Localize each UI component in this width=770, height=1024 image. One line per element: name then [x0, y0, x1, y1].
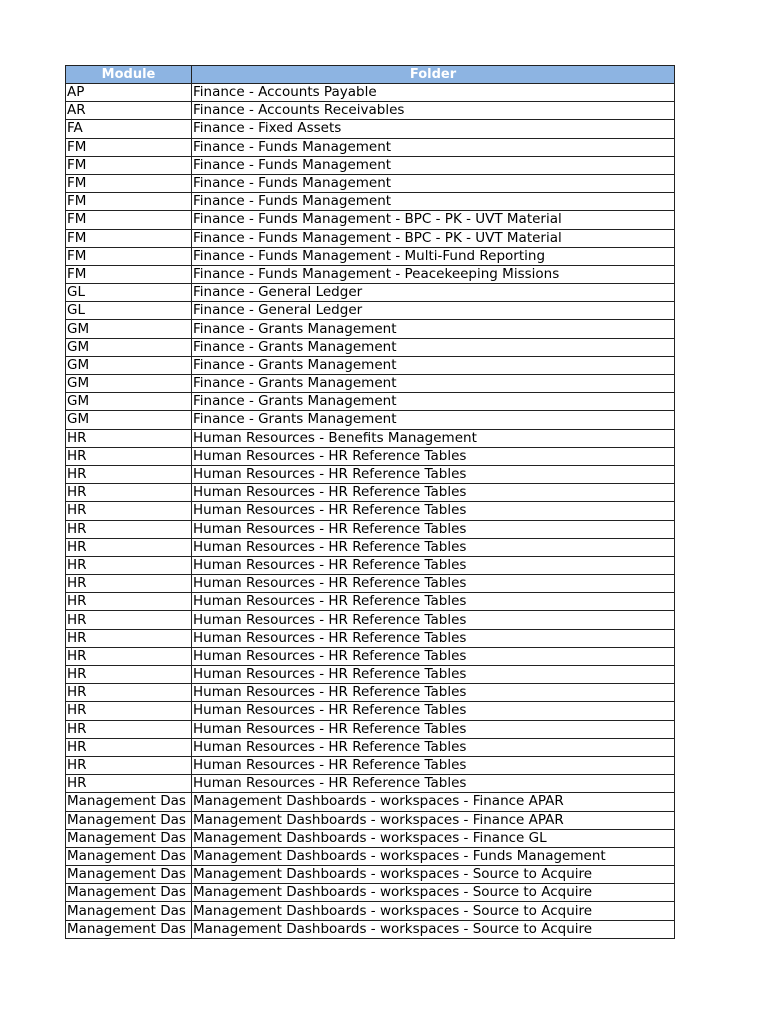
folder-cell: Human Resources - HR Reference Tables [192, 484, 675, 502]
module-cell: GM [66, 320, 192, 338]
folder-cell: Human Resources - HR Reference Tables [192, 629, 675, 647]
table-row [66, 284, 675, 302]
table-row [66, 320, 675, 338]
table-body [66, 84, 675, 939]
folder-cell: Finance - Grants Management [192, 375, 675, 393]
table-row [66, 193, 675, 211]
table-row [66, 429, 675, 447]
folder-cell: Human Resources - HR Reference Tables [192, 738, 675, 756]
folder-cell: Management Dashboards - workspaces - Source to Acquire [192, 902, 675, 920]
folder-cell: Finance - Grants Management [192, 411, 675, 429]
module-cell: Management Das [66, 902, 192, 920]
table-row [66, 556, 675, 574]
folder-cell: Human Resources - HR Reference Tables [192, 502, 675, 520]
table-row [66, 538, 675, 556]
folder-cell: Finance - General Ledger [192, 302, 675, 320]
folder-cell: Human Resources - HR Reference Tables [192, 720, 675, 738]
folder-cell: Finance - Accounts Payable [192, 84, 675, 102]
module-cell: Management Das [66, 847, 192, 865]
folder-cell: Human Resources - HR Reference Tables [192, 756, 675, 774]
table-row [66, 629, 675, 647]
folder-cell: Management Dashboards - workspaces - Funds Management [192, 847, 675, 865]
folder-cell: Finance - Funds Management - BPC - PK - UVT Material [192, 211, 675, 229]
folder-cell: Human Resources - HR Reference Tables [192, 593, 675, 611]
folder-cell: Finance - Funds Management [192, 193, 675, 211]
module-cell: Management Das [66, 793, 192, 811]
table-row [66, 720, 675, 738]
module-column-header: Module [66, 66, 192, 84]
table-row [66, 666, 675, 684]
module-cell: GM [66, 393, 192, 411]
folder-cell: Management Dashboards - workspaces - Source to Acquire [192, 884, 675, 902]
table-row [66, 302, 675, 320]
module-cell: HR [66, 520, 192, 538]
table-row [66, 356, 675, 374]
module-cell: HR [66, 775, 192, 793]
module-folder-table [65, 65, 675, 939]
folder-cell: Finance - Grants Management [192, 320, 675, 338]
module-cell: FM [66, 138, 192, 156]
table-row [66, 884, 675, 902]
module-cell: FM [66, 229, 192, 247]
folder-cell: Finance - General Ledger [192, 284, 675, 302]
module-cell: GL [66, 302, 192, 320]
table-row [66, 575, 675, 593]
module-cell: HR [66, 447, 192, 465]
table-row [66, 447, 675, 465]
table-row [66, 102, 675, 120]
table-row [66, 84, 675, 102]
module-cell: HR [66, 756, 192, 774]
header-row [66, 66, 675, 84]
folder-cell: Finance - Funds Management [192, 138, 675, 156]
module-cell: GL [66, 284, 192, 302]
folder-cell: Human Resources - HR Reference Tables [192, 666, 675, 684]
table-row [66, 647, 675, 665]
folder-cell: Human Resources - HR Reference Tables [192, 556, 675, 574]
table-row [66, 811, 675, 829]
module-cell: HR [66, 666, 192, 684]
table-row [66, 829, 675, 847]
module-cell: Management Das [66, 811, 192, 829]
module-cell: GM [66, 411, 192, 429]
table-row [66, 520, 675, 538]
module-cell: HR [66, 702, 192, 720]
folder-cell: Human Resources - HR Reference Tables [192, 702, 675, 720]
table-row [66, 702, 675, 720]
folder-cell: Management Dashboards - workspaces - Finance APAR [192, 793, 675, 811]
module-cell: FA [66, 120, 192, 138]
module-cell: HR [66, 611, 192, 629]
module-cell: HR [66, 484, 192, 502]
folder-cell: Human Resources - HR Reference Tables [192, 611, 675, 629]
table-row [66, 902, 675, 920]
folder-cell: Management Dashboards - workspaces - Finance GL [192, 829, 675, 847]
folder-cell: Human Resources - HR Reference Tables [192, 538, 675, 556]
module-cell: AP [66, 84, 192, 102]
table-row [66, 775, 675, 793]
module-cell: HR [66, 629, 192, 647]
module-cell: HR [66, 720, 192, 738]
table-row [66, 138, 675, 156]
folder-cell: Finance - Funds Management [192, 174, 675, 192]
folder-cell: Management Dashboards - workspaces - Source to Acquire [192, 920, 675, 938]
folder-cell: Human Resources - HR Reference Tables [192, 647, 675, 665]
folder-cell: Human Resources - HR Reference Tables [192, 447, 675, 465]
table-row [66, 793, 675, 811]
module-cell: FM [66, 193, 192, 211]
module-cell: FM [66, 156, 192, 174]
folder-cell: Finance - Funds Management - BPC - PK - UVT Material [192, 229, 675, 247]
table-row [66, 847, 675, 865]
module-cell: FM [66, 211, 192, 229]
folder-cell: Finance - Grants Management [192, 338, 675, 356]
module-cell: HR [66, 647, 192, 665]
folder-cell: Human Resources - Benefits Management [192, 429, 675, 447]
module-cell: HR [66, 465, 192, 483]
folder-cell: Finance - Grants Management [192, 393, 675, 411]
module-cell: GM [66, 338, 192, 356]
table-row [66, 611, 675, 629]
table-row [66, 738, 675, 756]
folder-cell: Human Resources - HR Reference Tables [192, 520, 675, 538]
module-cell: HR [66, 429, 192, 447]
table-row [66, 229, 675, 247]
folder-cell: Human Resources - HR Reference Tables [192, 684, 675, 702]
table-row [66, 502, 675, 520]
table-row [66, 684, 675, 702]
module-cell: Management Das [66, 829, 192, 847]
module-cell: GM [66, 375, 192, 393]
module-cell: AR [66, 102, 192, 120]
folder-cell: Human Resources - HR Reference Tables [192, 775, 675, 793]
folder-cell: Finance - Fixed Assets [192, 120, 675, 138]
module-cell: HR [66, 556, 192, 574]
table-row [66, 866, 675, 884]
folder-cell: Finance - Grants Management [192, 356, 675, 374]
table-row [66, 156, 675, 174]
folder-cell: Finance - Funds Management - Peacekeeping Missions [192, 265, 675, 283]
module-cell: FM [66, 174, 192, 192]
folder-cell: Management Dashboards - workspaces - Finance APAR [192, 811, 675, 829]
table-row [66, 465, 675, 483]
module-cell: FM [66, 247, 192, 265]
table-row [66, 174, 675, 192]
table-row [66, 211, 675, 229]
module-cell: HR [66, 593, 192, 611]
module-cell: Management Das [66, 920, 192, 938]
module-cell: FM [66, 265, 192, 283]
table-row [66, 265, 675, 283]
table-row [66, 411, 675, 429]
module-cell: HR [66, 575, 192, 593]
module-cell: HR [66, 538, 192, 556]
module-cell: Management Das [66, 884, 192, 902]
module-cell: HR [66, 738, 192, 756]
module-cell: HR [66, 684, 192, 702]
table-row [66, 375, 675, 393]
table-row [66, 120, 675, 138]
table-row [66, 593, 675, 611]
folder-cell: Human Resources - HR Reference Tables [192, 465, 675, 483]
folder-cell: Finance - Accounts Receivables [192, 102, 675, 120]
table-row [66, 484, 675, 502]
module-cell: HR [66, 502, 192, 520]
table-row [66, 920, 675, 938]
folder-cell: Finance - Funds Management - Multi-Fund Reporting [192, 247, 675, 265]
table-row [66, 338, 675, 356]
module-cell: GM [66, 356, 192, 374]
table-row [66, 393, 675, 411]
module-cell: Management Das [66, 866, 192, 884]
folder-cell: Finance - Funds Management [192, 156, 675, 174]
folder-cell: Management Dashboards - workspaces - Source to Acquire [192, 866, 675, 884]
folder-cell: Human Resources - HR Reference Tables [192, 575, 675, 593]
table-row [66, 247, 675, 265]
folder-column-header: Folder [192, 66, 675, 84]
table-row [66, 756, 675, 774]
